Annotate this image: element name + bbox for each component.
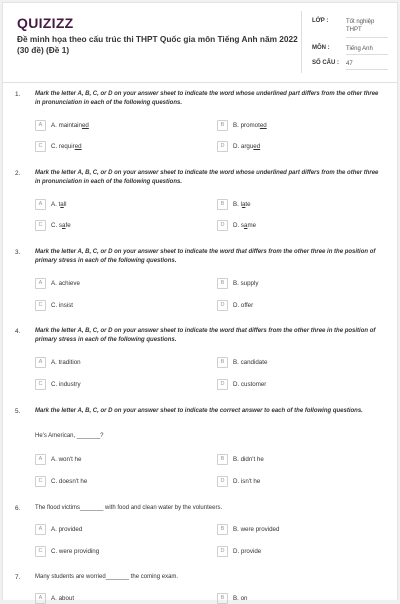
option-b[interactable] [217,277,367,289]
count-row [312,60,353,67]
option-letter-box: D [217,220,228,231]
option-letter-box: B [217,454,228,465]
option-letter-box: A [35,199,46,210]
question-number: 6. [15,505,21,512]
question-text: The flood victims_______ with food and clean water by the volunteers. [35,505,223,511]
option-b[interactable] [217,119,367,131]
count-underline [346,69,388,70]
header-divider [301,11,302,73]
question-text: Mark the letter A, B, C, or D on your answer sheet to indicate the word that differs from the other three in the position of primary stress in each of the following questions. [35,328,376,343]
option-letter-box: A [35,120,46,131]
option-text: D. isn't he [233,477,261,485]
option-a[interactable] [35,198,185,210]
option-letter-box: C [35,141,46,152]
option-a[interactable] [35,356,185,368]
option-text: A. tradition [51,358,81,366]
subject-row [312,45,373,52]
option-text: A. won't he [51,455,82,463]
question-text: Mark the letter A, B, C, or D on your answer sheet to indicate the correct answer to each of the following questions. [35,408,363,414]
question-prompt: He's American, _______? [35,433,104,439]
option-letter-box: C [35,546,46,557]
class-row [312,18,375,33]
option-letter-box: C [35,476,46,487]
option-text: C. doesn't he [51,477,88,485]
option-text: A. achieve [51,279,80,287]
option-a[interactable] [35,277,185,289]
option-text: D. offer [233,301,254,309]
question-text: Mark the letter A, B, C, or D on your answer sheet to indicate the word whose underlined part differs from the other three in pronunciation in each of the following questions. [35,91,379,106]
subject-underline [346,54,388,55]
option-a[interactable] [35,523,185,535]
option-letter-box: A [35,454,46,465]
class-value: Tốt nghiệp THPT [346,19,375,33]
option-a[interactable] [35,453,185,465]
subject-label: MÔN : [312,45,330,51]
question-number: 1. [15,91,21,98]
option-d[interactable] [217,140,367,152]
subject-value: Tiếng Anh [346,46,373,52]
option-text: C. required [51,142,82,150]
quizizz-logo: QUIZIZZ [17,15,74,31]
option-text: C. were providing [51,547,100,555]
option-c[interactable] [35,299,185,311]
option-text: B. on [233,594,248,602]
option-d[interactable] [217,545,367,557]
header-separator [3,82,397,83]
option-letter-box: C [35,300,46,311]
option-d[interactable] [217,219,367,231]
worksheet-page [2,2,398,600]
option-text: B. were provided [233,525,280,533]
question-number: 7. [15,574,21,581]
option-c[interactable] [35,140,185,152]
option-b[interactable] [217,356,367,368]
question-number: 2. [15,170,21,177]
option-letter-box: B [217,524,228,535]
option-text: A. tall [51,200,67,208]
question-text: Many students are worried_______ the coming exam. [35,574,179,580]
option-text: C. safe [51,221,71,229]
question-text: Mark the letter A, B, C, or D on your answer sheet to indicate the word that differs from the other three in the position of primary stress in each of the following questions. [35,249,376,264]
count-label: SỐ CÂU : [312,60,339,66]
option-c[interactable] [35,475,185,487]
option-text: A. about [51,594,75,602]
option-letter-box: C [35,220,46,231]
question-number: 4. [15,328,21,335]
option-c[interactable] [35,219,185,231]
worksheet-title: Đề minh họa theo cấu trúc thi THPT Quốc gia môn Tiếng Anh năm 2022 (30 đề) (Đề 1) [17,34,298,55]
option-text: B. promoted [233,121,267,129]
option-text: D. provide [233,547,262,555]
option-b[interactable] [217,453,367,465]
option-letter-box: A [35,524,46,535]
option-c[interactable] [35,378,185,390]
question-number: 3. [15,249,21,256]
option-text: A. maintained [51,121,89,129]
option-letter-box: A [35,357,46,368]
option-letter-box: B [217,120,228,131]
worksheet-header [3,3,397,83]
option-letter-box: A [35,593,46,604]
option-letter-box: C [35,379,46,390]
count-value: 47 [346,61,353,67]
option-text: C. insist [51,301,74,309]
option-text: C. industry [51,380,81,388]
option-letter-box: A [35,278,46,289]
option-d[interactable] [217,378,367,390]
option-text: B. supply [233,279,259,287]
option-text: D. same [233,221,257,229]
option-letter-box: B [217,199,228,210]
option-d[interactable] [217,475,367,487]
option-letter-box: D [217,379,228,390]
option-b[interactable] [217,198,367,210]
option-text: B. candidate [233,358,268,366]
option-text: A. provided [51,525,83,533]
option-text: B. late [233,200,251,208]
option-d[interactable] [217,299,367,311]
question-number: 5. [15,408,21,415]
option-letter-box: D [217,300,228,311]
option-letter-box: B [217,593,228,604]
class-underline [346,37,388,38]
class-label: LỚP : [312,18,329,24]
option-text: D. argued [233,142,261,150]
option-b[interactable] [217,592,367,604]
option-a[interactable] [35,592,185,604]
option-a[interactable] [35,119,185,131]
option-text: D. customer [233,380,267,388]
option-c[interactable] [35,545,185,557]
option-letter-box: D [217,476,228,487]
option-letter-box: D [217,141,228,152]
question-text: Mark the letter A, B, C, or D on your answer sheet to indicate the word whose underlined part differs from the other three in pronunciation in each of the following questions. [35,170,379,185]
option-letter-box: B [217,278,228,289]
option-letter-box: D [217,546,228,557]
option-text: B. didn't he [233,455,264,463]
option-letter-box: B [217,357,228,368]
option-b[interactable] [217,523,367,535]
